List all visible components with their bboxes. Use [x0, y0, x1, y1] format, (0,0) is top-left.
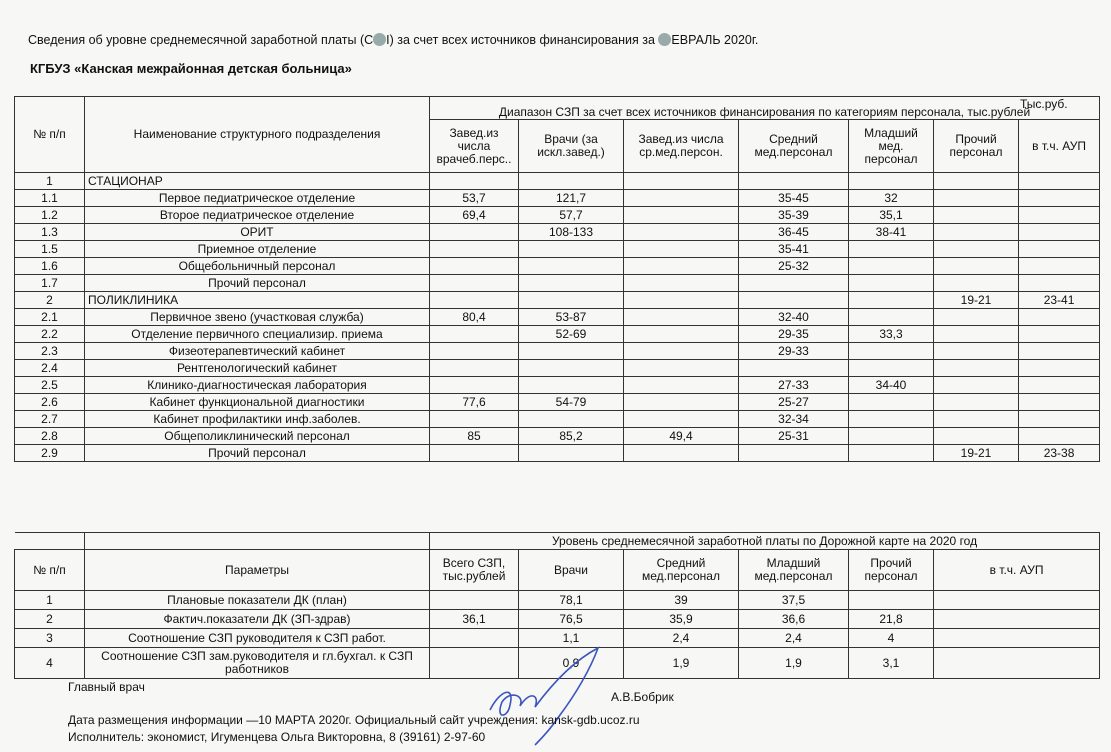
cell-value [519, 445, 624, 462]
cell-value [849, 428, 934, 445]
contact-info: Исполнитель: экономист, Игуменцева Ольга Викторовна, 8 (39161) 2-97-60 [68, 730, 486, 744]
cell-value [624, 360, 739, 377]
cell-value [624, 258, 739, 275]
cell-value: 35,1 [849, 207, 934, 224]
cell-value [1019, 309, 1100, 326]
table-row [15, 591, 1100, 610]
cell-value [849, 411, 934, 428]
cell-value: 1,1 [519, 629, 624, 648]
cell-value [624, 207, 739, 224]
parameter-name: Плановые показатели ДК (план) [85, 591, 430, 610]
row-number: 1.1 [15, 190, 85, 207]
cell-value [849, 292, 934, 309]
cell-value [430, 173, 519, 190]
cell-value [519, 241, 624, 258]
document-title [28, 33, 758, 47]
cell-value: 0,9 [519, 648, 624, 679]
row-number: 2 [15, 610, 85, 629]
signature [480, 640, 630, 750]
cell-value: 77,6 [430, 394, 519, 411]
cell-value [849, 394, 934, 411]
cell-value [624, 343, 739, 360]
chief-name: А.В.Бобрик [611, 690, 674, 704]
cell-value [624, 309, 739, 326]
table-row [15, 309, 1100, 326]
roadmap-column-header: в т.ч. АУП [934, 550, 1100, 591]
department-name: Физеотерапевтический кабинет [85, 343, 430, 360]
column-header: Младший мед. персонал [849, 120, 934, 173]
parameter-name: Соотношение СЗП зам.руководителя и гл.бухгал. к СЗП работников [85, 648, 430, 679]
cell-value: 38-41 [849, 224, 934, 241]
row-number: 2.1 [15, 309, 85, 326]
cell-value [430, 326, 519, 343]
roadmap-column-header: Врачи [519, 550, 624, 591]
row-number: 1.5 [15, 241, 85, 258]
cell-value: 35-41 [739, 241, 849, 258]
cell-value: 85,2 [519, 428, 624, 445]
cell-value: 27-33 [739, 377, 849, 394]
cell-value: 54-79 [519, 394, 624, 411]
cell-value [849, 173, 934, 190]
cell-value [849, 591, 934, 610]
cell-value [1019, 190, 1100, 207]
cell-value: 49,4 [624, 428, 739, 445]
roadmap-column-header: Средний мед.персонал [624, 550, 739, 591]
parameter-name: Соотношение СЗП руководителя к СЗП работ. [85, 629, 430, 648]
cell-value [430, 445, 519, 462]
row-number: 1.6 [15, 258, 85, 275]
publication-info: Дата размещения информации —10 МАРТА 2020г. Официальный сайт учреждения: kansk-gdb.ucoz.ru [68, 713, 640, 727]
table-row [15, 207, 1100, 224]
table-row [15, 292, 1100, 309]
department-name: Общебольничный персонал [85, 258, 430, 275]
cell-value: 4 [849, 629, 934, 648]
cell-value [1019, 275, 1100, 292]
title-part-1: Сведения об уровне среднемесячной заработной платы (С [28, 33, 374, 47]
table-row [15, 258, 1100, 275]
title-part-3: ЕВРАЛЬ 2020г. [671, 33, 759, 47]
department-name: Клинико-диагностическая лаборатория [85, 377, 430, 394]
department-name: СТАЦИОНАР [85, 173, 430, 190]
cell-value [1019, 207, 1100, 224]
cell-value [849, 309, 934, 326]
table-row [15, 190, 1100, 207]
cell-value: 53,7 [430, 190, 519, 207]
column-header: Завед.из числа врачеб.перс.. [430, 120, 519, 173]
cell-value [934, 648, 1100, 679]
cell-value: 37,5 [739, 591, 849, 610]
cell-value [934, 629, 1100, 648]
cell-value [934, 411, 1019, 428]
table-row [15, 173, 1100, 190]
cell-value [519, 343, 624, 360]
cell-value: 3,1 [849, 648, 934, 679]
cell-value: 19-21 [934, 445, 1019, 462]
cell-value [934, 428, 1019, 445]
cell-value: 57,7 [519, 207, 624, 224]
table-row [15, 224, 1100, 241]
cell-value: 34-40 [849, 377, 934, 394]
roadmap-title: Уровень среднемесячной заработной платы по Дорожной карте на 2020 год [430, 533, 1100, 550]
cell-value [849, 360, 934, 377]
cell-value [1019, 343, 1100, 360]
cell-value: 52-69 [519, 326, 624, 343]
department-name: Отделение первичного специализир. приема [85, 326, 430, 343]
cell-value [624, 394, 739, 411]
table-row [15, 428, 1100, 445]
cell-value [739, 275, 849, 292]
cell-value [430, 411, 519, 428]
row-number: 2.6 [15, 394, 85, 411]
row-number: 2.4 [15, 360, 85, 377]
cell-value [430, 241, 519, 258]
cell-value [934, 173, 1019, 190]
cell-value [430, 591, 519, 610]
cell-value [739, 292, 849, 309]
cell-value [519, 360, 624, 377]
cell-value [624, 292, 739, 309]
cell-value [934, 591, 1100, 610]
cell-value: 36-45 [739, 224, 849, 241]
department-name: Рентгенологический кабинет [85, 360, 430, 377]
cell-value: 85 [430, 428, 519, 445]
row-number: 2.3 [15, 343, 85, 360]
cell-value [934, 224, 1019, 241]
cell-value [934, 377, 1019, 394]
column-header: в т.ч. АУП [1019, 120, 1100, 173]
cell-value [624, 173, 739, 190]
cell-value [849, 343, 934, 360]
cell-value [849, 445, 934, 462]
chief-label: Главный врач [68, 680, 145, 694]
row-number: 2.5 [15, 377, 85, 394]
cell-value [1019, 326, 1100, 343]
cell-value [519, 377, 624, 394]
cell-value [624, 241, 739, 258]
row-number: 1.7 [15, 275, 85, 292]
cell-value [624, 377, 739, 394]
cell-value: 76,5 [519, 610, 624, 629]
cell-value: 78,1 [519, 591, 624, 610]
roadmap-column-header: Всего СЗП, тыс.рублей [430, 550, 519, 591]
cell-value [934, 610, 1100, 629]
row-number: 4 [15, 648, 85, 679]
header-range: Диапазон СЗП за счет всех источников финансирования по категориям персонала, тыс.рублей [430, 97, 1100, 120]
header-department: Наименование структурного подразделения [85, 97, 430, 173]
cell-value: 80,4 [430, 309, 519, 326]
department-name: Второе педиатрическое отделение [85, 207, 430, 224]
cell-value [934, 394, 1019, 411]
cell-value [849, 275, 934, 292]
cell-value [430, 275, 519, 292]
department-name: Прочий персонал [85, 275, 430, 292]
row-number: 1 [15, 173, 85, 190]
row-number: 1.2 [15, 207, 85, 224]
units-label: Тыс.руб. [1020, 97, 1068, 111]
cell-value [430, 377, 519, 394]
cell-value [1019, 224, 1100, 241]
roadmap-header-param: Параметры [85, 550, 430, 591]
cell-value [519, 258, 624, 275]
cell-value: 25-32 [739, 258, 849, 275]
cell-value: 1,9 [739, 648, 849, 679]
department-name: Общеполиклинический персонал [85, 428, 430, 445]
cell-value [1019, 173, 1100, 190]
cell-value [1019, 360, 1100, 377]
cell-value: 2,4 [624, 629, 739, 648]
table-row [15, 445, 1100, 462]
cell-value [849, 258, 934, 275]
cell-value: 121,7 [519, 190, 624, 207]
table-row [15, 377, 1100, 394]
cell-value [1019, 394, 1100, 411]
cell-value [739, 360, 849, 377]
roadmap-column-header: Младший мед.персонал [739, 550, 849, 591]
cell-value: 33,3 [849, 326, 934, 343]
cell-value [430, 292, 519, 309]
row-number: 1.3 [15, 224, 85, 241]
cell-value [624, 224, 739, 241]
cell-value: 108-133 [519, 224, 624, 241]
cell-value: 35,9 [624, 610, 739, 629]
cell-value: 32-34 [739, 411, 849, 428]
cell-value: 69,4 [430, 207, 519, 224]
cell-value [1019, 377, 1100, 394]
title-part-2: I) за счет всех источников финансирования за [386, 33, 659, 47]
cell-value: 29-35 [739, 326, 849, 343]
cell-value [739, 445, 849, 462]
department-name: Первое педиатрическое отделение [85, 190, 430, 207]
cell-value: 1,9 [624, 648, 739, 679]
cell-value [934, 343, 1019, 360]
roadmap-column-header: Прочий персонал [849, 550, 934, 591]
cell-value: 25-31 [739, 428, 849, 445]
department-name: Кабинет функциональной диагностики [85, 394, 430, 411]
cell-value: 32 [849, 190, 934, 207]
department-name: ПОЛИКЛИНИКА [85, 292, 430, 309]
redaction-blot [658, 33, 671, 46]
cell-value [624, 275, 739, 292]
cell-value: 21,8 [849, 610, 934, 629]
department-name: Кабинет профилактики инф.заболев. [85, 411, 430, 428]
table-row [15, 326, 1100, 343]
cell-value [624, 411, 739, 428]
cell-value [1019, 411, 1100, 428]
salary-range-table [14, 96, 1100, 462]
cell-value: 53-87 [519, 309, 624, 326]
cell-value [739, 173, 849, 190]
row-number: 2.9 [15, 445, 85, 462]
row-number: 2 [15, 292, 85, 309]
cell-value [1019, 241, 1100, 258]
header-number: № п/п [15, 97, 85, 173]
parameter-name: Фактич.показатели ДК (ЗП-здрав) [85, 610, 430, 629]
cell-value [519, 275, 624, 292]
column-header: Средний мед.персонал [739, 120, 849, 173]
cell-value [934, 275, 1019, 292]
cell-value [624, 445, 739, 462]
cell-value: 35-45 [739, 190, 849, 207]
cell-value: 29-33 [739, 343, 849, 360]
table-row [15, 360, 1100, 377]
cell-value [624, 190, 739, 207]
organization-name: КГБУЗ «Канская межрайонная детская больница» [30, 61, 352, 76]
cell-value [934, 258, 1019, 275]
cell-value: 36,6 [739, 610, 849, 629]
row-number: 2.7 [15, 411, 85, 428]
department-name: Первичное звено (участковая служба) [85, 309, 430, 326]
cell-value: 23-38 [1019, 445, 1100, 462]
cell-value: 36,1 [430, 610, 519, 629]
cell-value [624, 326, 739, 343]
cell-value [934, 241, 1019, 258]
table-row [15, 241, 1100, 258]
cell-value [430, 224, 519, 241]
cell-value [430, 343, 519, 360]
cell-value [934, 190, 1019, 207]
table-row [15, 394, 1100, 411]
cell-value [1019, 428, 1100, 445]
cell-value [1019, 258, 1100, 275]
cell-value [519, 292, 624, 309]
cell-value [519, 173, 624, 190]
row-number: 2.8 [15, 428, 85, 445]
cell-value: 23-41 [1019, 292, 1100, 309]
table-row [15, 275, 1100, 292]
cell-value [430, 360, 519, 377]
table-row [15, 610, 1100, 629]
roadmap-header-number: № п/п [15, 550, 85, 591]
row-number: 3 [15, 629, 85, 648]
cell-value [934, 207, 1019, 224]
cell-value [934, 360, 1019, 377]
cell-value: 35-39 [739, 207, 849, 224]
department-name: ОРИТ [85, 224, 430, 241]
column-header: Прочий персонал [934, 120, 1019, 173]
department-name: Приемное отделение [85, 241, 430, 258]
cell-value: 39 [624, 591, 739, 610]
cell-value: 2,4 [739, 629, 849, 648]
cell-value [430, 258, 519, 275]
cell-value: 32-40 [739, 309, 849, 326]
row-number: 1 [15, 591, 85, 610]
column-header: Завед.из числа ср.мед.персон. [624, 120, 739, 173]
cell-value [849, 241, 934, 258]
row-number: 2.2 [15, 326, 85, 343]
cell-value [934, 309, 1019, 326]
department-name: Прочий персонал [85, 445, 430, 462]
cell-value [934, 326, 1019, 343]
cell-value: 19-21 [934, 292, 1019, 309]
column-header: Врачи (за искл.завед.) [519, 120, 624, 173]
table-row [15, 411, 1100, 428]
cell-value [519, 411, 624, 428]
cell-value: 25-27 [739, 394, 849, 411]
table-row [15, 343, 1100, 360]
redaction-blot [373, 33, 386, 46]
